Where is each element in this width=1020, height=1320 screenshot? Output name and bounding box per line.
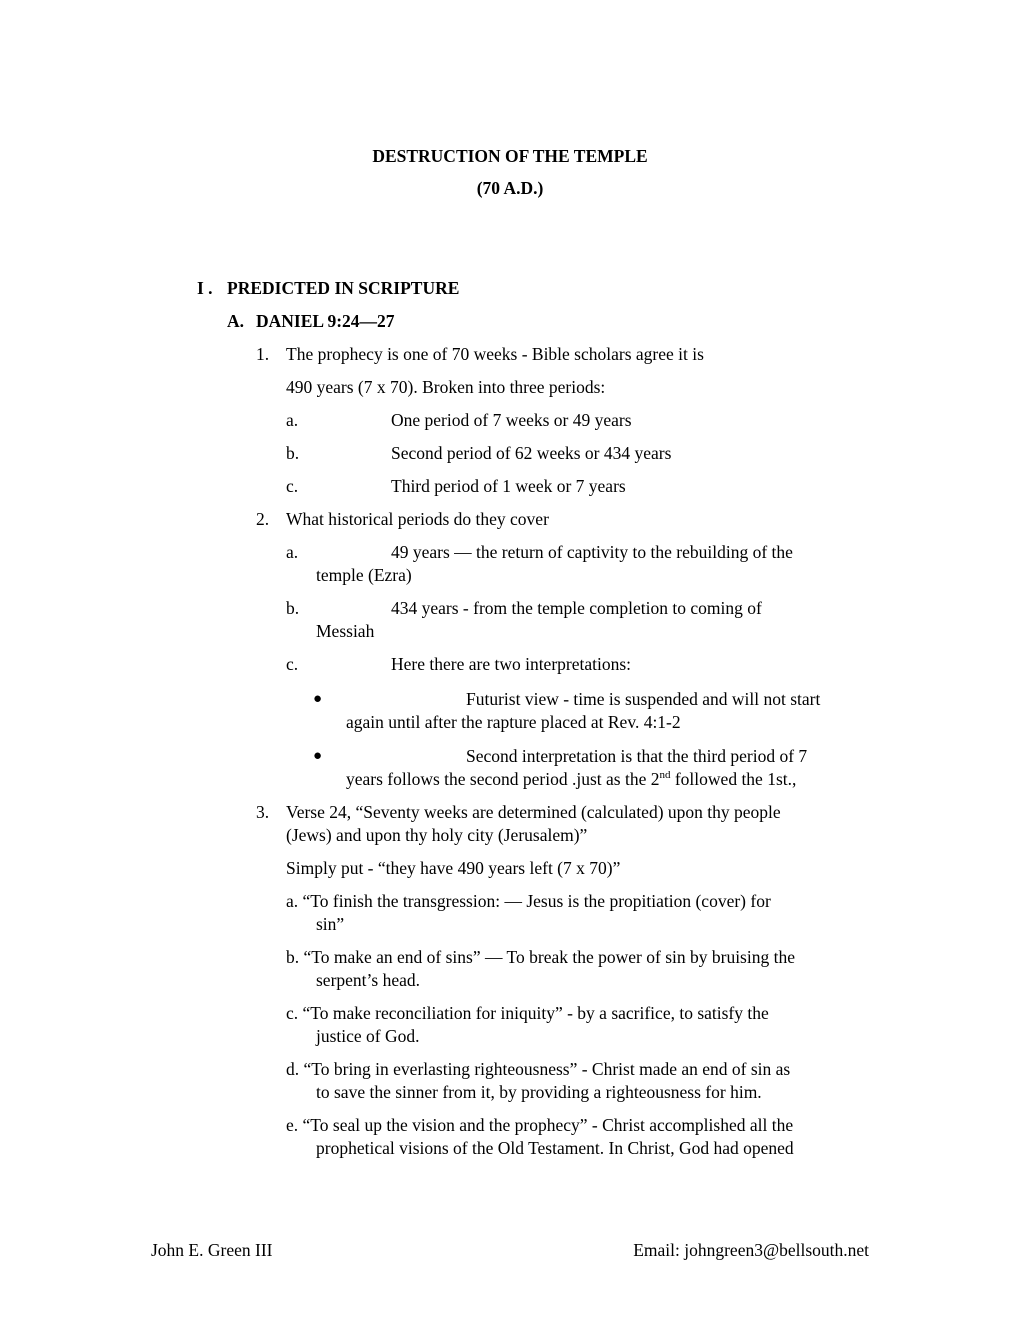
item-1-sub-text: Second period of 62 weeks or 434 years bbox=[391, 443, 672, 463]
ordinal-suffix: nd bbox=[659, 769, 671, 782]
item-3-sub-line-1: c. “To make reconciliation for iniquity” - by a sacrifice, to satisfy the bbox=[286, 1003, 769, 1023]
subsection-letter: A. bbox=[227, 311, 245, 331]
item-1-line-2: 490 years (7 x 70). Broken into three periods: bbox=[286, 377, 606, 397]
bullet-icon: ● bbox=[313, 748, 323, 764]
item-2-number: 2. bbox=[256, 509, 270, 529]
bullet-1-line-2: again until after the rapture placed at Rev. 4:1-2 bbox=[346, 712, 681, 732]
item-3-sub-line-1: d. “To bring in everlasting righteousness” - Christ made an end of sin as bbox=[286, 1059, 791, 1079]
item-3-number: 3. bbox=[256, 802, 270, 822]
item-2-a-letter: a. bbox=[286, 542, 299, 562]
item-3-line-1: Verse 24, “Seventy weeks are determined (calculated) upon thy people bbox=[286, 802, 781, 822]
bullet-2-line-1: Second interpretation is that the third period of 7 bbox=[466, 746, 808, 766]
section-heading: PREDICTED IN SCRIPTURE bbox=[227, 278, 460, 298]
item-3-sub-line-2: justice of God. bbox=[316, 1026, 420, 1046]
bullet-1-line-1: Futurist view - time is suspended and will not start bbox=[466, 689, 821, 709]
item-3-sub-line-1: b. “To make an end of sins” — To break the power of sin by bruising the bbox=[286, 947, 795, 967]
item-3-sub-line-2: serpent’s head. bbox=[316, 970, 420, 990]
item-2-b-letter: b. bbox=[286, 598, 300, 618]
page-title: DESTRUCTION OF THE TEMPLE bbox=[372, 146, 648, 166]
footer-author: John E. Green III bbox=[151, 1240, 273, 1260]
bullet-2-text-a: years follows the second period .just as the 2 bbox=[346, 769, 660, 789]
bullet-2-line-2 bbox=[346, 768, 796, 790]
item-3-sub-line-2: to save the sinner from it, by providing a righteousness for him. bbox=[316, 1082, 762, 1102]
item-3-line-2: (Jews) and upon thy holy city (Jerusalem)” bbox=[286, 825, 588, 845]
item-3-sub-line-1: a. “To finish the transgression: — Jesus is the propitiation (cover) for bbox=[286, 891, 771, 911]
item-1-number: 1. bbox=[256, 344, 270, 364]
item-3-sub-line-1: e. “To seal up the vision and the prophecy” - Christ accomplished all the bbox=[286, 1115, 794, 1135]
item-3-sub-line-2: sin” bbox=[316, 914, 345, 934]
item-1-sub-letter: c. bbox=[286, 476, 299, 496]
item-2-a-line-1: 49 years — the return of captivity to the rebuilding of the bbox=[391, 542, 793, 562]
page-subtitle: (70 A.D.) bbox=[476, 178, 544, 198]
item-3-line-3: Simply put - “they have 490 years left (7 x 70)” bbox=[286, 858, 621, 878]
section-numeral: I . bbox=[197, 278, 213, 298]
item-2-a-line-2: temple (Ezra) bbox=[316, 565, 412, 585]
item-1-line-1: The prophecy is one of 70 weeks - Bible scholars agree it is bbox=[286, 344, 704, 364]
item-2-c-letter: c. bbox=[286, 654, 299, 674]
bullet-2-text-b: followed the 1st., bbox=[670, 769, 797, 789]
subsection-heading: DANIEL 9:24—27 bbox=[256, 311, 395, 331]
item-1-sub-text: One period of 7 weeks or 49 years bbox=[391, 410, 632, 430]
item-2-b-line-1: 434 years - from the temple completion to coming of bbox=[391, 598, 762, 618]
item-2-text: What historical periods do they cover bbox=[286, 509, 549, 529]
item-1-sub-letter: b. bbox=[286, 443, 300, 463]
item-2-b-line-2: Messiah bbox=[316, 621, 375, 641]
item-1-sub-letter: a. bbox=[286, 410, 299, 430]
item-2-c-text: Here there are two interpretations: bbox=[391, 654, 632, 674]
footer-email: Email: johngreen3@bellsouth.net bbox=[633, 1240, 869, 1260]
item-1-sub-text: Third period of 1 week or 7 years bbox=[391, 476, 626, 496]
bullet-icon: ● bbox=[313, 691, 323, 707]
item-3-sub-line-2: prophetical visions of the Old Testament. In Christ, God had opened bbox=[316, 1138, 794, 1158]
